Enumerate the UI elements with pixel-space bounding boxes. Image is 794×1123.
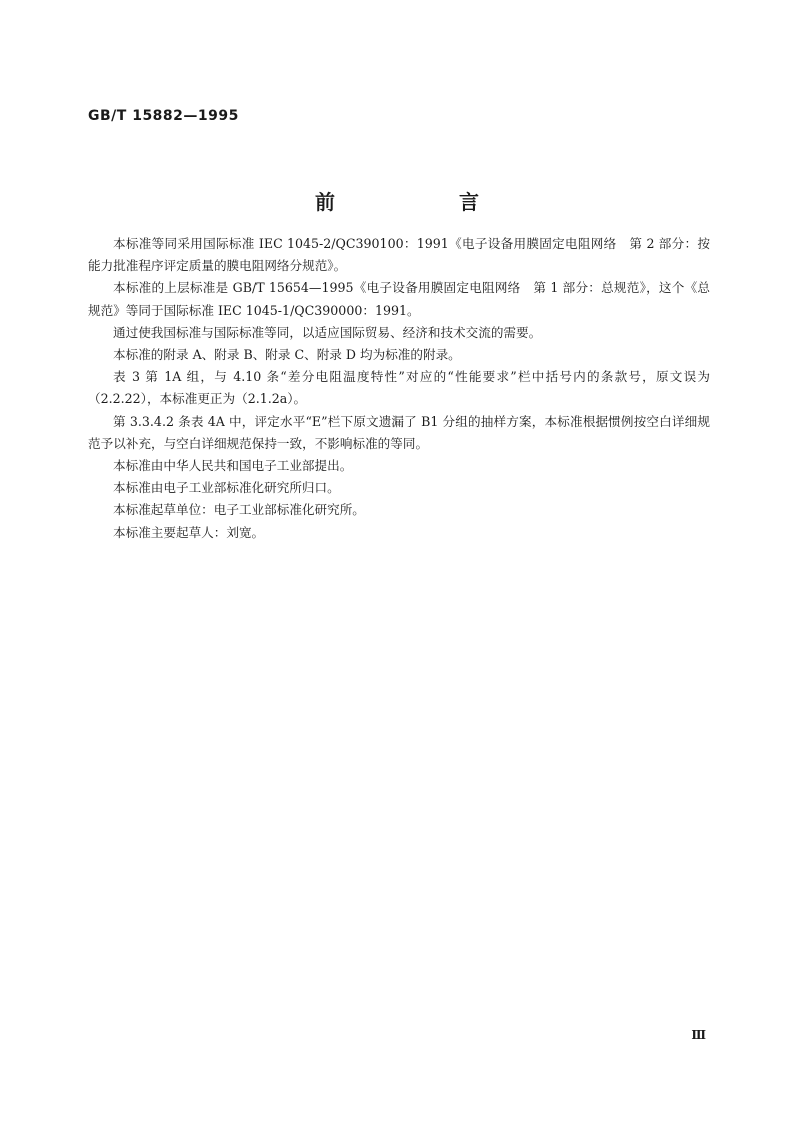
page-number: Ⅲ xyxy=(691,1028,706,1042)
paragraph-upper-standard: 本标准的上层标准是 GB/T 15654—1995《电子设备用膜固定电阻网络 第 1 部分：总规范》，这个《总规范》等同于国际标准 IEC 1045-1/QC390000：1991。 xyxy=(88,280,710,318)
paragraph-supplement: 第 3.3.4.2 条表 4A 中，评定水平“E”栏下原文遗漏了 B1 分组的抽样方案，本标准根据惯例按空白详细规范予以补充，与空白详细规范保持一致，不影响标准的等同。 xyxy=(88,413,710,451)
foreword-body xyxy=(88,233,710,544)
paragraph-annexes: 本标准的附录 A、附录 B、附录 C、附录 D 均为标准的附录。 xyxy=(113,347,461,363)
paragraph-proposer: 本标准由中华人民共和国电子工业部提出。 xyxy=(113,458,353,474)
standard-code: GB/T 15882—1995 xyxy=(88,108,239,124)
paragraph-purpose: 通过使我国标准与国际标准等同，以适应国际贸易、经济和技术交流的需要。 xyxy=(113,324,542,340)
paragraph-responsible: 本标准由电子工业部标准化研究所归口。 xyxy=(113,480,340,496)
paragraph-adoption: 本标准等同采用国际标准 IEC 1045-2/QC390100：1991《电子设备用膜固定电阻网络 第 2 部分：按能力批准程序评定质量的膜电阻网络分规范》。 xyxy=(88,236,710,274)
page-title: 前 言 xyxy=(315,190,531,214)
paragraph-drafting-unit: 本标准起草单位：电子工业部标准化研究所。 xyxy=(113,502,365,518)
paragraph-correction: 表 3 第 1A 组，与 4.10 条“差分电阻温度特性”对应的“性能要求”栏中括号内的条款号，原文误为（2.2.22），本标准更正为（2.1.2a）。 xyxy=(88,369,710,407)
paragraph-drafter: 本标准主要起草人：刘宽。 xyxy=(113,524,265,540)
